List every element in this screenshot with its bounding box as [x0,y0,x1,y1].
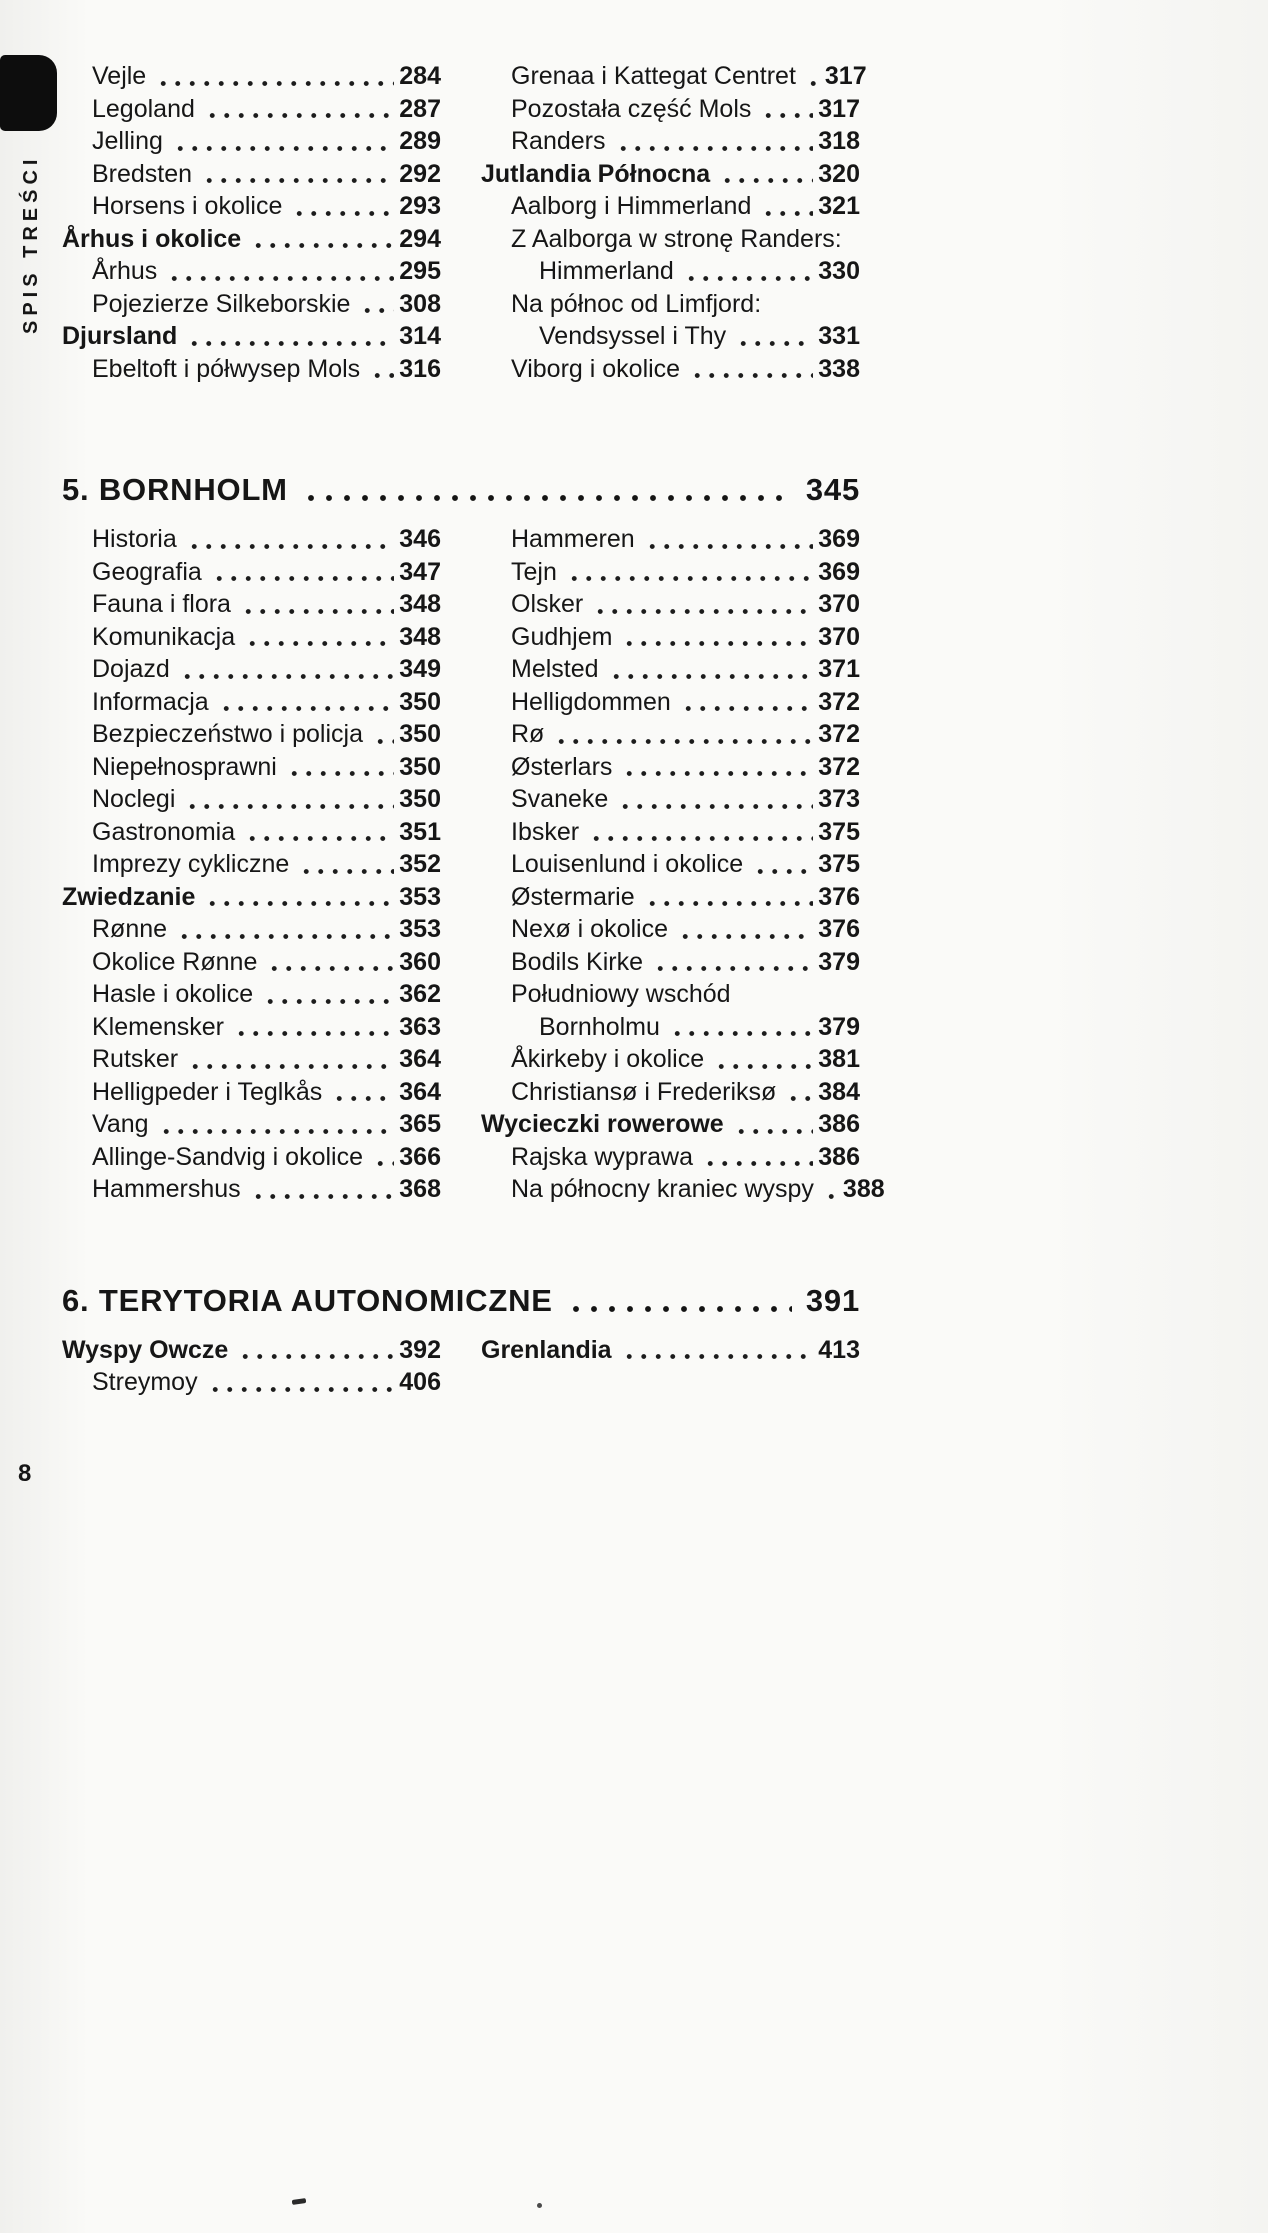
toc-entry-page: 392 [399,1335,441,1364]
toc-entry [481,190,860,223]
toc-entry-label: Himmerland [539,257,674,285]
toc-entry-page: 350 [399,752,441,781]
toc-entry [62,913,441,946]
dot-leader [620,1334,814,1367]
dot-leader [759,190,813,223]
toc-entry-label: Christiansø i Frederiksø [511,1077,777,1106]
dot-leader [587,816,813,849]
dot-leader [203,881,394,914]
dot-leader [183,783,394,816]
dot-leader [165,255,394,288]
dot-leader [330,1076,394,1109]
dot-leader [751,848,813,881]
sidebar-vertical-label: SPIS TREŚCI [20,154,42,334]
dot-leader [157,1108,395,1141]
toc-section [62,60,867,385]
dot-leader [236,1334,394,1367]
dot-leader [734,320,813,353]
toc-entry [481,1108,860,1141]
dot-leader [701,1141,813,1174]
dot-leader [371,718,394,751]
toc-entry [481,523,860,556]
dot-leader [591,588,813,621]
toc-entry [62,1141,441,1174]
toc-entry-label: Imprezy cykliczne [92,850,290,878]
toc-entry-label: Jutlandia Północna [481,159,711,188]
toc-entry [481,621,860,654]
toc-entry-label: Gudhjem [511,622,613,651]
dot-leader [679,686,813,719]
toc-columns [62,60,867,385]
toc-entry-label: Wyspy Owcze [62,1335,229,1364]
dot-leader [249,1173,395,1206]
dot-leader [358,288,394,321]
toc-entry-label: Gastronomia [92,817,236,846]
dot-leader [210,556,394,589]
toc-entry-page: 379 [818,1012,860,1041]
toc-entry-page: 294 [399,224,441,253]
toc-entry-label: Ebeltoft i półwysep Mols [92,354,361,383]
dot-leader [175,913,394,946]
dot-leader [243,816,394,849]
dot-leader [290,190,394,223]
toc-entry-page: 376 [818,915,860,943]
dot-leader [643,523,814,556]
toc-entry-label: Melsted [511,655,599,683]
toc-entry [62,190,441,223]
dot-leader [239,588,394,621]
toc-entry-page: 314 [399,322,441,350]
dot-leader [261,978,394,1011]
dot-leader [651,946,813,979]
toc-entry-label: Aalborg i Himmerland [511,192,752,220]
toc-entry [481,978,860,1011]
toc-entry-page: 363 [399,1012,441,1041]
toc-entry-label: Helligpeder i Teglkås [92,1077,323,1106]
toc-entry [62,93,441,126]
toc-entry [62,158,441,191]
dot-leader [185,523,395,556]
dot-leader [200,158,394,191]
toc-entry-label: Pojezierze Silkeborskie [92,289,351,318]
toc-column [481,1334,860,1399]
toc-entry-label: Rø [511,720,545,748]
toc-entry [481,751,860,784]
toc-entry-page: 284 [399,62,441,90]
toc-entry-page: 308 [399,289,441,318]
toc-entry-label: Bornholmu [539,1012,660,1041]
toc-entry-label: Randers [511,127,606,155]
toc-entry [62,556,441,589]
dot-leader [688,353,813,386]
toc-entry [62,1334,441,1367]
toc-entry-label: Bodils Kirke [511,947,643,976]
toc-column [481,523,885,1206]
toc-entry-label: Allinge-Sandvig i okolice [92,1142,363,1171]
toc-entry-page: 413 [818,1335,860,1364]
chapter-tab [0,55,57,131]
dot-leader [732,1108,814,1141]
toc-entry [481,1173,885,1206]
dot-leader [565,1278,792,1324]
toc-entry [481,718,860,751]
toc-entry-label: Olsker [511,590,584,618]
toc-entry [481,653,860,686]
toc-entry [62,523,441,556]
scan-artifact [292,2198,307,2205]
dot-leader [185,320,394,353]
toc-entry-page: 371 [818,655,860,683]
dot-leader [620,751,813,784]
dot-leader [718,158,813,191]
toc-entry [62,125,441,158]
toc-entry [62,1043,441,1076]
toc-entry-label: Hammeren [511,525,635,553]
section-heading-title: 5. BORNHOLM [62,472,288,507]
toc-entry-page: 362 [399,980,441,1008]
dot-leader [712,1043,813,1076]
toc-entry-page: 317 [824,62,867,90]
toc-entry-label: Århus [92,257,158,285]
dot-leader [232,1011,394,1044]
toc-entry-page: 386 [818,1142,860,1171]
toc-entry-page: 338 [818,354,860,383]
toc-entry [481,686,860,719]
toc-entry-label: Klemensker [92,1012,224,1041]
toc-entry-label: Rutsker [92,1045,179,1073]
toc-entry-label: Djursland [62,322,178,350]
toc-entry-page: 348 [399,590,441,618]
toc-entry-label: Bredsten [92,159,193,188]
toc-entry-page: 372 [818,720,860,748]
toc-entry-page: 348 [399,622,441,651]
page-number: 8 [18,1460,32,1487]
dot-leader [607,653,814,686]
toc-content [62,60,885,1399]
toc-entry [481,255,860,288]
toc-entry [62,978,441,1011]
toc-entry-label: Århus i okolice [62,224,242,253]
toc-entry-label: Legoland [92,94,195,123]
toc-entry-label: Rønne [92,915,168,943]
toc-entry-label: Østermarie [511,882,635,911]
dot-leader [822,1173,838,1206]
toc-entry-page: 287 [399,94,441,123]
toc-entry [481,816,860,849]
toc-entry-page: 350 [399,687,441,716]
toc-entry-page: 346 [399,525,441,553]
dot-leader [206,1366,395,1399]
toc-entry-label: Bezpieczeństwo i policja [92,720,363,748]
toc-entry-label: Helligdommen [511,687,671,716]
dot-leader [265,946,394,979]
dot-leader [643,881,814,914]
toc-entry-page: 370 [818,590,860,618]
dot-leader [620,621,813,654]
toc-entry-label: Vang [92,1110,149,1138]
toc-section [62,1278,860,1399]
toc-entry [62,1011,441,1044]
toc-entry-page: 316 [399,354,441,383]
toc-entry-label: Okolice Rønne [92,947,258,976]
toc-entry [481,913,860,946]
toc-entry [62,1173,441,1206]
dot-leader [186,1043,394,1076]
section-heading-page: 391 [805,1282,860,1318]
dot-leader [616,783,813,816]
toc-entry-page: 376 [818,882,860,911]
toc-entry [481,946,860,979]
toc-entry-page: 384 [818,1077,860,1106]
toc-entry-label: Grenlandia [481,1335,612,1364]
toc-entry [62,1366,441,1399]
section-heading-page: 345 [805,472,860,507]
toc-entry [481,1141,860,1174]
toc-entry [62,588,441,621]
toc-entry-page: 366 [399,1142,441,1171]
dot-leader [371,1141,394,1174]
toc-entry [481,1011,860,1044]
toc-entry-page: 351 [399,817,441,846]
dot-leader [552,718,813,751]
toc-entry-page: 349 [399,655,441,683]
toc-entry [481,288,860,321]
dot-leader [217,686,395,719]
toc-entry-label: Informacja [92,687,209,716]
dot-leader [668,1011,813,1044]
dot-leader [676,913,813,946]
toc-entry-page: 386 [818,1110,860,1138]
toc-entry-label: Południowy wschód [511,980,731,1008]
toc-entry [62,783,441,816]
toc-entry [62,946,441,979]
toc-entry-label: Historia [92,525,177,553]
toc-entry-label: Pozostała część Mols [511,94,752,123]
dot-leader [297,848,394,881]
toc-entry-page: 318 [818,127,860,155]
toc-entry-page: 364 [399,1077,441,1106]
toc-entry-page: 293 [399,192,441,220]
toc-entry-page: 321 [818,192,860,220]
dot-leader [804,60,820,93]
toc-entry [62,751,441,784]
toc-entry [481,223,860,256]
toc-entry-label: Na północny kraniec wyspy [511,1175,814,1203]
toc-entry-label: Grenaa i Kattegat Centret [511,62,796,90]
toc-entry [62,816,441,849]
dot-leader [784,1076,813,1109]
toc-sections [62,60,885,1399]
toc-entry [481,125,860,158]
toc-column [62,523,441,1206]
toc-entry [62,353,441,386]
toc-entry-label: Na północ od Limfjord: [511,289,762,318]
toc-columns [62,1334,860,1399]
scan-artifact [537,2203,542,2208]
toc-entry-page: 375 [818,817,860,846]
toc-section [62,467,885,1206]
toc-entry-page: 350 [399,785,441,813]
toc-entry [62,881,441,914]
dot-leader [614,125,814,158]
toc-entry-page: 292 [399,159,441,188]
toc-entry-page: 353 [399,882,441,911]
toc-entry [481,93,860,126]
toc-entry [481,60,867,93]
toc-entry [481,158,860,191]
toc-entry-label: Vejle [92,62,147,90]
toc-entry-page: 320 [818,159,860,188]
toc-entry [62,621,441,654]
toc-entry-page: 368 [399,1175,441,1203]
toc-entry [62,288,441,321]
toc-entry-label: Zwiedzanie [62,882,196,911]
toc-entry-page: 330 [818,257,860,285]
toc-entry-label: Østerlars [511,752,613,781]
toc-entry-label: Dojazd [92,655,170,683]
toc-entry-page: 317 [818,94,860,123]
toc-entry-page: 347 [399,557,441,586]
toc-entry [481,320,860,353]
toc-entry [62,686,441,719]
dot-leader [243,621,394,654]
toc-entry-page: 372 [818,687,860,716]
section-heading-title: 6. TERYTORIA AUTONOMICZNE [62,1282,553,1318]
toc-entry [62,653,441,686]
toc-entry [481,881,860,914]
toc-entry-page: 295 [399,257,441,285]
dot-leader [300,467,792,513]
toc-entry-label: Ibsker [511,817,580,846]
toc-entry-page: 370 [818,622,860,651]
toc-entry [62,255,441,288]
toc-entry-label: Åkirkeby i okolice [511,1045,705,1073]
toc-entry-label: Rajska wyprawa [511,1142,694,1171]
toc-entry [481,783,860,816]
dot-leader [368,353,394,386]
toc-entry-label: Viborg i okolice [511,354,681,383]
toc-entry-label: Hammershus [92,1175,241,1203]
toc-entry-label: Streymoy [92,1368,198,1396]
toc-entry-page: 373 [818,785,860,813]
dot-leader [178,653,394,686]
dot-leader [682,255,814,288]
toc-columns [62,523,885,1206]
dot-leader [565,556,813,589]
toc-entry-label: Jelling [92,127,163,155]
toc-entry [481,1076,860,1109]
dot-leader [171,125,394,158]
toc-entry-page: 406 [399,1368,441,1396]
toc-entry [481,1043,860,1076]
toc-entry-label: Wycieczki rowerowe [481,1110,724,1138]
dot-leader [285,751,394,784]
section-heading [62,467,860,513]
toc-entry [62,320,441,353]
toc-entry-page: 352 [399,850,441,878]
section-heading [62,1278,860,1324]
toc-entry-label: Louisenlund i okolice [511,850,744,878]
toc-entry [481,353,860,386]
toc-entry [62,223,441,256]
dot-leader [203,93,394,126]
toc-entry-page: 364 [399,1045,441,1073]
toc-entry [62,1076,441,1109]
toc-entry-label: Vendsyssel i Thy [539,322,727,350]
toc-entry-page: 365 [399,1110,441,1138]
toc-entry-page: 372 [818,752,860,781]
toc-entry-label: Horsens i okolice [92,192,283,220]
toc-entry-page: 369 [818,557,860,586]
toc-entry-label: Svaneke [511,785,609,813]
toc-entry-label: Z Aalborga w stronę Randers: [511,224,842,253]
toc-entry-label: Tejn [511,557,557,586]
toc-entry [62,60,441,93]
toc-entry [481,1334,860,1367]
toc-column [62,1334,441,1399]
toc-entry-label: Hasle i okolice [92,980,254,1008]
toc-column [62,60,441,385]
dot-leader [759,93,813,126]
toc-entry [62,848,441,881]
toc-entry-page: 369 [818,525,860,553]
toc-entry-page: 350 [399,720,441,748]
toc-entry-page: 289 [399,127,441,155]
dot-leader [154,60,394,93]
toc-column [481,60,867,385]
toc-entry-label: Nexø i okolice [511,915,668,943]
toc-entry [481,556,860,589]
toc-entry [481,588,860,621]
toc-entry-page: 379 [818,947,860,976]
toc-entry [62,718,441,751]
toc-entry-label: Geografia [92,557,202,586]
toc-entry-page: 388 [842,1175,885,1203]
toc-entry [481,848,860,881]
toc-entry [62,1108,441,1141]
toc-entry-label: Noclegi [92,785,176,813]
toc-entry-page: 360 [399,947,441,976]
toc-entry-label: Komunikacja [92,622,236,651]
toc-entry-page: 353 [399,915,441,943]
toc-entry-label: Niepełnosprawni [92,752,277,781]
toc-entry-page: 375 [818,850,860,878]
toc-entry-label: Fauna i flora [92,590,231,618]
dot-leader [249,223,394,256]
toc-entry-page: 381 [818,1045,860,1073]
toc-entry-page: 331 [818,322,860,350]
